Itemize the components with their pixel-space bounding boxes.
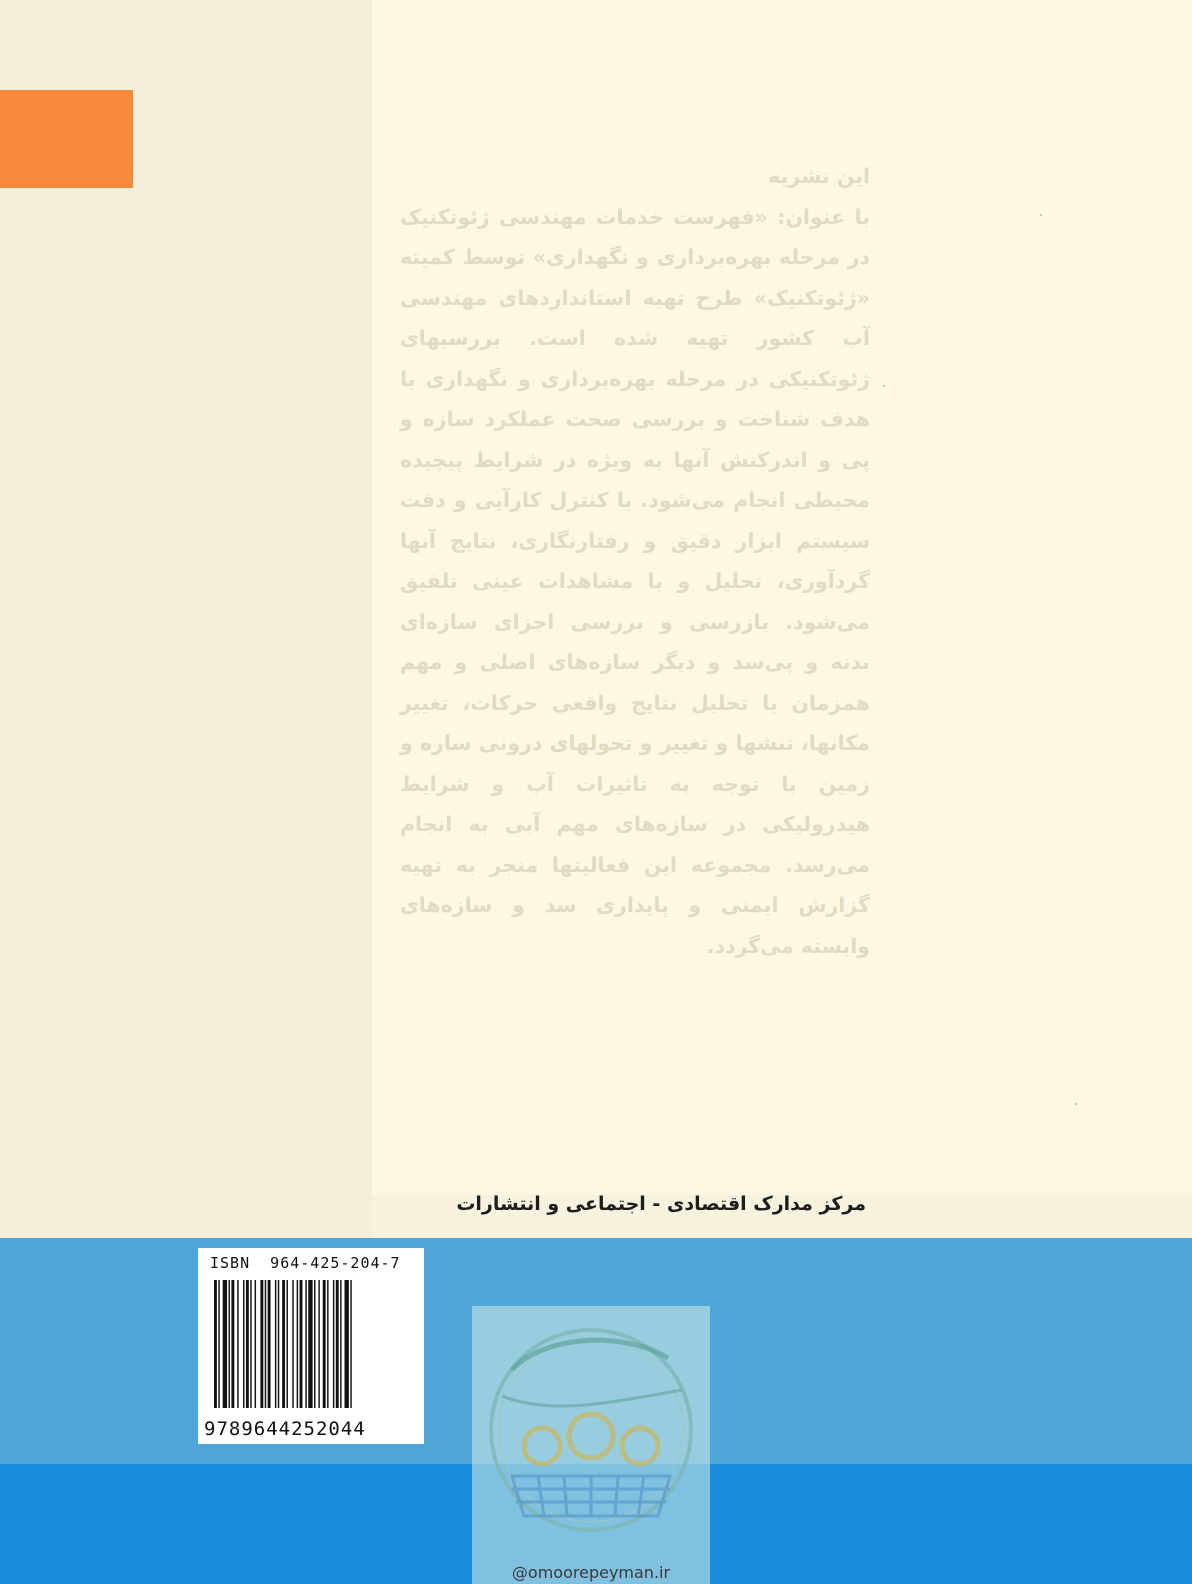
barcode-bar: [265, 1280, 266, 1408]
barcode-bar: [268, 1280, 271, 1408]
barcode-digits: 9789644252044: [204, 1418, 366, 1440]
barcode-bar: [260, 1280, 263, 1408]
barcode-bar: [345, 1280, 349, 1408]
barcode-bar: [246, 1280, 249, 1408]
barcode-bar: [327, 1280, 328, 1408]
watermark-panel: [472, 1306, 710, 1584]
orange-accent-block: [0, 90, 133, 188]
barcode-bar: [237, 1280, 238, 1408]
barcode-bar: [323, 1280, 326, 1408]
barcode-bar: [340, 1280, 341, 1408]
barcode-bar: [292, 1280, 293, 1408]
barcode-bar: [278, 1280, 279, 1408]
barcode-bar: [229, 1280, 230, 1408]
barcode-bar: [305, 1280, 306, 1408]
barcode-bar: [336, 1280, 339, 1408]
watermark-url: @omoorepeyman.ir: [511, 1563, 671, 1582]
blurb-heading: این نشریه: [768, 164, 870, 188]
scan-speck: [883, 385, 885, 387]
watermark-seal-icon: [472, 1306, 710, 1556]
barcode-bar: [300, 1280, 303, 1408]
barcode-bar: [214, 1280, 217, 1408]
barcode-bar: [275, 1280, 276, 1408]
barcode-bar: [350, 1280, 351, 1408]
barcode-bar: [297, 1280, 298, 1408]
back-cover-blurb: [400, 156, 870, 966]
barcode-bar: [255, 1280, 256, 1408]
scan-speck: [1075, 1103, 1077, 1105]
barcode-bar: [314, 1280, 315, 1408]
barcode-bar: [308, 1280, 312, 1408]
barcode-bar: [250, 1280, 251, 1408]
blurb-body: با عنوان: «فهرست خدمات مهندسی ژئوتکنیک در مرحله بهره‌برداری و نگهداری» توسط کمیته «ژئوتکنیک» طرح تهیه استانداردهای مهندسی آب کشور تهیه شده است. بررسیهای ژئوتکنیکی در مرحله بهره‌برداری و نگهداری با هدف شناخت و بررسی صحت عملکرد سازه و پی و اندرکنش آنها به ویژه در شرایط پیچیده محیطی انجام می‌شود. با کنترل کارآیی و دقت سیستم ابزار دقیق و رفتارنگاری، نتایج آنها گردآوری، تحلیل و با مشاهدات عینی تلفیق می‌شود. بازرسی و بررسی اجزای سازه‌ای بدنه و پی‌سد و دیگر سازه‌های اصلی و مهم همزمان با تحلیل نتایج واقعی حرکات، تغییر مکانها، تنشها و تغییر و تحولهای درونی سازه و زمین با توجه به تاثیرات آب و شرایط هیدرولیکی در سازه‌های مهم آبی به انجام می‌رسد. مجموعه این فعالیتها منجر به تهیه گزارش ایمنی و پایداری سد و سازه‌های وابسته می‌گردد.: [400, 204, 870, 958]
barcode-bar: [287, 1280, 288, 1408]
barcode-bar: [243, 1280, 244, 1408]
barcode-bar: [223, 1280, 227, 1408]
isbn-barcode-box: [198, 1248, 424, 1444]
barcode-bar: [231, 1280, 234, 1408]
barcode-bar: [282, 1280, 285, 1408]
barcode-icon: [214, 1280, 410, 1408]
barcode-bar: [333, 1280, 334, 1408]
publisher-name: مرکز مدارک اقتصادی - اجتماعی و انتشارات: [456, 1193, 866, 1215]
scan-speck: [1040, 214, 1042, 216]
barcode-bar: [318, 1280, 319, 1408]
barcode-bar: [218, 1280, 219, 1408]
isbn-label: ISBN 964-425-204-7: [210, 1254, 401, 1272]
